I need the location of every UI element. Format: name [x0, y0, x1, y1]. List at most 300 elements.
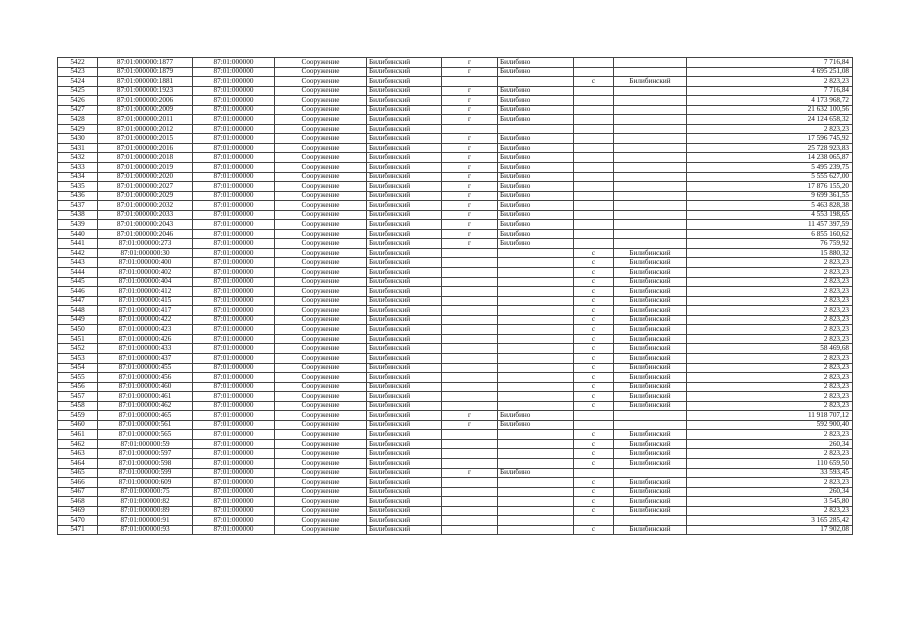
cadastral-quarter-cell: 87:01:000000: [193, 401, 275, 411]
locality-name-cell: Билибинский: [614, 296, 687, 306]
settlement-type-cell: [442, 334, 498, 344]
table-row: [58, 172, 853, 182]
district-cell: Билибинский: [367, 248, 442, 258]
settlement-type-cell: г: [442, 115, 498, 125]
table-row: [58, 506, 853, 516]
cadastral-quarter-cell: 87:01:000000: [193, 506, 275, 516]
locality-type-cell: [574, 468, 614, 478]
locality-type-cell: [574, 105, 614, 115]
row-number-cell: 5427: [58, 105, 98, 115]
settlement-type-cell: г: [442, 229, 498, 239]
table-row: [58, 191, 853, 201]
cadastral-number-cell: 87:01:000000:561: [98, 420, 193, 430]
settlement-name-cell: Билибино: [498, 468, 574, 478]
object-type-cell: Сооружение: [275, 411, 367, 421]
cadastral-number-cell: 87:01:000000:2032: [98, 201, 193, 211]
district-cell: Билибинский: [367, 105, 442, 115]
cadastral-quarter-cell: 87:01:000000: [193, 201, 275, 211]
cadastral-quarter-cell: 87:01:000000: [193, 458, 275, 468]
settlement-type-cell: [442, 439, 498, 449]
locality-type-cell: с: [574, 258, 614, 268]
locality-type-cell: с: [574, 373, 614, 383]
settlement-name-cell: [498, 306, 574, 316]
locality-type-cell: [574, 210, 614, 220]
locality-name-cell: Билибинский: [614, 248, 687, 258]
cadastral-quarter-cell: 87:01:000000: [193, 143, 275, 153]
district-cell: Билибинский: [367, 191, 442, 201]
cadastral-number-cell: 87:01:000000:598: [98, 458, 193, 468]
cadastral-value-cell: 58 469,68: [687, 344, 853, 354]
district-cell: Билибинский: [367, 401, 442, 411]
cadastral-quarter-cell: 87:01:000000: [193, 287, 275, 297]
locality-name-cell: Билибинский: [614, 478, 687, 488]
settlement-name-cell: [498, 458, 574, 468]
cadastral-quarter-cell: 87:01:000000: [193, 182, 275, 192]
district-cell: Билибинский: [367, 172, 442, 182]
cadastral-value-cell: 2 823,23: [687, 353, 853, 363]
object-type-cell: Сооружение: [275, 439, 367, 449]
settlement-type-cell: г: [442, 191, 498, 201]
object-type-cell: Сооружение: [275, 497, 367, 507]
cadastral-number-cell: 87:01:000000:462: [98, 401, 193, 411]
locality-type-cell: с: [574, 497, 614, 507]
district-cell: Билибинский: [367, 487, 442, 497]
district-cell: Билибинский: [367, 392, 442, 402]
row-number-cell: 5422: [58, 58, 98, 68]
settlement-name-cell: [498, 325, 574, 335]
cadastral-quarter-cell: 87:01:000000: [193, 268, 275, 278]
settlement-type-cell: [442, 392, 498, 402]
cadastral-value-cell: 76 759,92: [687, 239, 853, 249]
cadastral-value-cell: 3 165 285,42: [687, 516, 853, 526]
locality-name-cell: [614, 124, 687, 134]
settlement-type-cell: г: [442, 67, 498, 77]
object-type-cell: Сооружение: [275, 401, 367, 411]
cadastral-value-cell: 2 823,23: [687, 258, 853, 268]
cadastral-value-cell: 33 593,45: [687, 468, 853, 478]
row-number-cell: 5423: [58, 67, 98, 77]
settlement-name-cell: Билибино: [498, 153, 574, 163]
object-type-cell: Сооружение: [275, 325, 367, 335]
locality-type-cell: [574, 191, 614, 201]
locality-name-cell: [614, 105, 687, 115]
cadastral-value-cell: 5 555 627,00: [687, 172, 853, 182]
locality-type-cell: [574, 411, 614, 421]
locality-name-cell: Билибинский: [614, 449, 687, 459]
cadastral-number-cell: 87:01:000000:456: [98, 373, 193, 383]
cadastral-value-cell: 2 823,23: [687, 325, 853, 335]
table-row: [58, 411, 853, 421]
cadastral-number-cell: 87:01:000000:461: [98, 392, 193, 402]
settlement-type-cell: г: [442, 96, 498, 106]
object-type-cell: Сооружение: [275, 58, 367, 68]
row-number-cell: 5459: [58, 411, 98, 421]
district-cell: Билибинский: [367, 287, 442, 297]
object-type-cell: Сооружение: [275, 182, 367, 192]
row-number-cell: 5445: [58, 277, 98, 287]
locality-name-cell: Билибинский: [614, 506, 687, 516]
object-type-cell: Сооружение: [275, 124, 367, 134]
cadastral-value-cell: 2 823,23: [687, 287, 853, 297]
cadastral-number-cell: 87:01:000000:1881: [98, 77, 193, 87]
locality-type-cell: [574, 143, 614, 153]
settlement-type-cell: г: [442, 134, 498, 144]
cadastral-quarter-cell: 87:01:000000: [193, 163, 275, 173]
locality-name-cell: [614, 67, 687, 77]
table-row: [58, 239, 853, 249]
cadastral-quarter-cell: 87:01:000000: [193, 344, 275, 354]
object-type-cell: Сооружение: [275, 143, 367, 153]
settlement-name-cell: [498, 296, 574, 306]
cadastral-value-cell: 2 823,23: [687, 449, 853, 459]
row-number-cell: 5433: [58, 163, 98, 173]
district-cell: Билибинский: [367, 77, 442, 87]
table-row: [58, 96, 853, 106]
row-number-cell: 5444: [58, 268, 98, 278]
district-cell: Билибинский: [367, 506, 442, 516]
settlement-type-cell: [442, 287, 498, 297]
cadastral-number-cell: 87:01:000000:2043: [98, 220, 193, 230]
object-type-cell: Сооружение: [275, 458, 367, 468]
object-type-cell: Сооружение: [275, 420, 367, 430]
cadastral-number-cell: 87:01:000000:2027: [98, 182, 193, 192]
settlement-type-cell: г: [442, 420, 498, 430]
settlement-type-cell: [442, 325, 498, 335]
cadastral-number-cell: 87:01:000000:2016: [98, 143, 193, 153]
object-type-cell: Сооружение: [275, 478, 367, 488]
district-cell: Билибинский: [367, 163, 442, 173]
cadastral-quarter-cell: 87:01:000000: [193, 449, 275, 459]
cadastral-number-cell: 87:01:000000:2018: [98, 153, 193, 163]
settlement-name-cell: [498, 449, 574, 459]
locality-name-cell: Билибинский: [614, 392, 687, 402]
district-cell: Билибинский: [367, 134, 442, 144]
cadastral-quarter-cell: 87:01:000000: [193, 325, 275, 335]
cadastral-value-cell: 110 659,50: [687, 458, 853, 468]
object-type-cell: Сооружение: [275, 258, 367, 268]
cadastral-number-cell: 87:01:000000:597: [98, 449, 193, 459]
table-row: [58, 497, 853, 507]
settlement-name-cell: Билибино: [498, 96, 574, 106]
district-cell: Билибинский: [367, 430, 442, 440]
cadastral-quarter-cell: 87:01:000000: [193, 239, 275, 249]
settlement-type-cell: [442, 248, 498, 258]
row-number-cell: 5441: [58, 239, 98, 249]
district-cell: Билибинский: [367, 277, 442, 287]
locality-name-cell: Билибинский: [614, 344, 687, 354]
row-number-cell: 5460: [58, 420, 98, 430]
object-type-cell: Сооружение: [275, 201, 367, 211]
cadastral-number-cell: 87:01:000000:433: [98, 344, 193, 354]
table-row: [58, 287, 853, 297]
locality-type-cell: с: [574, 487, 614, 497]
district-cell: Билибинский: [367, 468, 442, 478]
district-cell: Билибинский: [367, 115, 442, 125]
settlement-name-cell: [498, 353, 574, 363]
table-row: [58, 229, 853, 239]
district-cell: Билибинский: [367, 525, 442, 535]
object-type-cell: Сооружение: [275, 67, 367, 77]
row-number-cell: 5469: [58, 506, 98, 516]
row-number-cell: 5458: [58, 401, 98, 411]
locality-name-cell: Билибинский: [614, 306, 687, 316]
cadastral-number-cell: 87:01:000000:93: [98, 525, 193, 535]
locality-type-cell: [574, 239, 614, 249]
settlement-type-cell: г: [442, 58, 498, 68]
settlement-name-cell: Билибино: [498, 163, 574, 173]
object-type-cell: Сооружение: [275, 163, 367, 173]
object-type-cell: Сооружение: [275, 516, 367, 526]
district-cell: Билибинский: [367, 296, 442, 306]
row-number-cell: 5446: [58, 287, 98, 297]
row-number-cell: 5466: [58, 478, 98, 488]
locality-name-cell: [614, 134, 687, 144]
cadastral-value-cell: 2 823,23: [687, 334, 853, 344]
settlement-type-cell: [442, 430, 498, 440]
locality-type-cell: с: [574, 315, 614, 325]
locality-name-cell: [614, 191, 687, 201]
locality-name-cell: Билибинский: [614, 525, 687, 535]
cadastral-number-cell: 87:01:000000:455: [98, 363, 193, 373]
row-number-cell: 5471: [58, 525, 98, 535]
table-row: [58, 67, 853, 77]
table-row: [58, 334, 853, 344]
cadastral-value-cell: 15 880,32: [687, 248, 853, 258]
locality-type-cell: с: [574, 277, 614, 287]
locality-type-cell: [574, 58, 614, 68]
object-type-cell: Сооружение: [275, 105, 367, 115]
cadastral-quarter-cell: 87:01:000000: [193, 382, 275, 392]
settlement-type-cell: [442, 401, 498, 411]
settlement-type-cell: [442, 525, 498, 535]
locality-type-cell: [574, 115, 614, 125]
locality-type-cell: с: [574, 363, 614, 373]
cadastral-value-cell: 4 695 251,08: [687, 67, 853, 77]
locality-name-cell: [614, 229, 687, 239]
table-row: [58, 86, 853, 96]
row-number-cell: 5452: [58, 344, 98, 354]
object-type-cell: Сооружение: [275, 344, 367, 354]
object-type-cell: Сооружение: [275, 248, 367, 258]
cadastral-number-cell: 87:01:000000:2011: [98, 115, 193, 125]
object-type-cell: Сооружение: [275, 287, 367, 297]
locality-type-cell: с: [574, 439, 614, 449]
row-number-cell: 5424: [58, 77, 98, 87]
cadastral-quarter-cell: 87:01:000000: [193, 115, 275, 125]
settlement-name-cell: Билибино: [498, 182, 574, 192]
cadastral-value-cell: 2 823,23: [687, 296, 853, 306]
cadastral-number-cell: 87:01:000000:2029: [98, 191, 193, 201]
cadastral-quarter-cell: 87:01:000000: [193, 248, 275, 258]
locality-name-cell: Билибинский: [614, 334, 687, 344]
settlement-name-cell: Билибино: [498, 86, 574, 96]
table-row: [58, 124, 853, 134]
row-number-cell: 5442: [58, 248, 98, 258]
row-number-cell: 5454: [58, 363, 98, 373]
settlement-name-cell: [498, 124, 574, 134]
locality-type-cell: [574, 420, 614, 430]
row-number-cell: 5434: [58, 172, 98, 182]
locality-name-cell: Билибинский: [614, 487, 687, 497]
locality-type-cell: [574, 153, 614, 163]
settlement-type-cell: [442, 373, 498, 383]
table-row: [58, 248, 853, 258]
cadastral-value-cell: 11 918 707,12: [687, 411, 853, 421]
locality-type-cell: с: [574, 458, 614, 468]
object-type-cell: Сооружение: [275, 392, 367, 402]
locality-type-cell: [574, 124, 614, 134]
district-cell: Билибинский: [367, 220, 442, 230]
district-cell: Билибинский: [367, 229, 442, 239]
cadastral-number-cell: 87:01:000000:1923: [98, 86, 193, 96]
cadastral-value-cell: 260,34: [687, 487, 853, 497]
district-cell: Билибинский: [367, 382, 442, 392]
locality-name-cell: [614, 115, 687, 125]
locality-name-cell: Билибинский: [614, 430, 687, 440]
row-number-cell: 5470: [58, 516, 98, 526]
locality-name-cell: Билибинский: [614, 353, 687, 363]
district-cell: Билибинский: [367, 411, 442, 421]
object-type-cell: Сооружение: [275, 153, 367, 163]
settlement-type-cell: [442, 306, 498, 316]
locality-name-cell: [614, 411, 687, 421]
cadastral-quarter-cell: 87:01:000000: [193, 373, 275, 383]
object-type-cell: Сооружение: [275, 268, 367, 278]
settlement-type-cell: г: [442, 468, 498, 478]
locality-name-cell: Билибинский: [614, 325, 687, 335]
locality-name-cell: [614, 153, 687, 163]
cadastral-number-cell: 87:01:000000:437: [98, 353, 193, 363]
object-type-cell: Сооружение: [275, 296, 367, 306]
object-type-cell: Сооружение: [275, 468, 367, 478]
locality-name-cell: Билибинский: [614, 458, 687, 468]
cadastral-quarter-cell: 87:01:000000: [193, 172, 275, 182]
table-row: [58, 153, 853, 163]
object-type-cell: Сооружение: [275, 506, 367, 516]
settlement-name-cell: [498, 77, 574, 87]
cadastral-number-cell: 87:01:000000:465: [98, 411, 193, 421]
district-cell: Билибинский: [367, 124, 442, 134]
locality-type-cell: с: [574, 449, 614, 459]
district-cell: Билибинский: [367, 497, 442, 507]
locality-type-cell: с: [574, 296, 614, 306]
district-cell: Билибинский: [367, 58, 442, 68]
cadastral-number-cell: 87:01:000000:2006: [98, 96, 193, 106]
district-cell: Билибинский: [367, 268, 442, 278]
row-number-cell: 5440: [58, 229, 98, 239]
locality-name-cell: [614, 182, 687, 192]
row-number-cell: 5430: [58, 134, 98, 144]
cadastral-quarter-cell: 87:01:000000: [193, 296, 275, 306]
cadastral-value-cell: 25 728 923,83: [687, 143, 853, 153]
settlement-type-cell: [442, 353, 498, 363]
locality-name-cell: [614, 163, 687, 173]
cadastral-quarter-cell: 87:01:000000: [193, 258, 275, 268]
table-row: [58, 344, 853, 354]
settlement-type-cell: [442, 296, 498, 306]
cadastral-quarter-cell: 87:01:000000: [193, 277, 275, 287]
cadastral-quarter-cell: 87:01:000000: [193, 334, 275, 344]
settlement-name-cell: [498, 363, 574, 373]
document-page: [57, 57, 852, 535]
district-cell: Билибинский: [367, 315, 442, 325]
locality-type-cell: с: [574, 306, 614, 316]
settlement-name-cell: [498, 525, 574, 535]
settlement-name-cell: [498, 373, 574, 383]
table-row: [58, 478, 853, 488]
cadastral-value-cell: 17 876 155,20: [687, 182, 853, 192]
object-type-cell: Сооружение: [275, 449, 367, 459]
table-row: [58, 268, 853, 278]
cadastral-quarter-cell: 87:01:000000: [193, 153, 275, 163]
cadastral-value-cell: 2 823,23: [687, 373, 853, 383]
settlement-type-cell: г: [442, 86, 498, 96]
locality-name-cell: Билибинский: [614, 315, 687, 325]
district-cell: Билибинский: [367, 67, 442, 77]
object-type-cell: Сооружение: [275, 210, 367, 220]
row-number-cell: 5461: [58, 430, 98, 440]
settlement-type-cell: [442, 277, 498, 287]
table-row: [58, 420, 853, 430]
cadastral-value-cell: 17 596 745,92: [687, 134, 853, 144]
table-row: [58, 105, 853, 115]
locality-type-cell: [574, 96, 614, 106]
settlement-name-cell: Билибино: [498, 115, 574, 125]
cadastral-value-cell: 260,34: [687, 439, 853, 449]
settlement-type-cell: [442, 506, 498, 516]
cadastral-quarter-cell: 87:01:000000: [193, 306, 275, 316]
settlement-name-cell: Билибино: [498, 220, 574, 230]
cadastral-number-cell: 87:01:000000:609: [98, 478, 193, 488]
locality-type-cell: с: [574, 525, 614, 535]
cadastral-number-cell: 87:01:000000:2012: [98, 124, 193, 134]
district-cell: Билибинский: [367, 353, 442, 363]
district-cell: Билибинский: [367, 210, 442, 220]
district-cell: Билибинский: [367, 516, 442, 526]
settlement-name-cell: [498, 401, 574, 411]
row-number-cell: 5436: [58, 191, 98, 201]
object-type-cell: Сооружение: [275, 277, 367, 287]
row-number-cell: 5464: [58, 458, 98, 468]
locality-type-cell: [574, 220, 614, 230]
table-row: [58, 325, 853, 335]
locality-type-cell: с: [574, 382, 614, 392]
settlement-name-cell: [498, 382, 574, 392]
cadastral-number-cell: 87:01:000000:1877: [98, 58, 193, 68]
cadastral-value-cell: 2 823,23: [687, 77, 853, 87]
row-number-cell: 5431: [58, 143, 98, 153]
cadastral-quarter-cell: 87:01:000000: [193, 497, 275, 507]
locality-type-cell: с: [574, 506, 614, 516]
row-number-cell: 5450: [58, 325, 98, 335]
settlement-type-cell: [442, 258, 498, 268]
row-number-cell: 5468: [58, 497, 98, 507]
settlement-type-cell: г: [442, 182, 498, 192]
locality-name-cell: [614, 96, 687, 106]
settlement-type-cell: [442, 449, 498, 459]
table-row: [58, 306, 853, 316]
locality-name-cell: Билибинский: [614, 401, 687, 411]
row-number-cell: 5451: [58, 334, 98, 344]
row-number-cell: 5456: [58, 382, 98, 392]
settlement-type-cell: г: [442, 105, 498, 115]
settlement-type-cell: [442, 458, 498, 468]
locality-type-cell: [574, 134, 614, 144]
row-number-cell: 5467: [58, 487, 98, 497]
cadastral-number-cell: 87:01:000000:415: [98, 296, 193, 306]
object-type-cell: Сооружение: [275, 96, 367, 106]
locality-name-cell: [614, 239, 687, 249]
